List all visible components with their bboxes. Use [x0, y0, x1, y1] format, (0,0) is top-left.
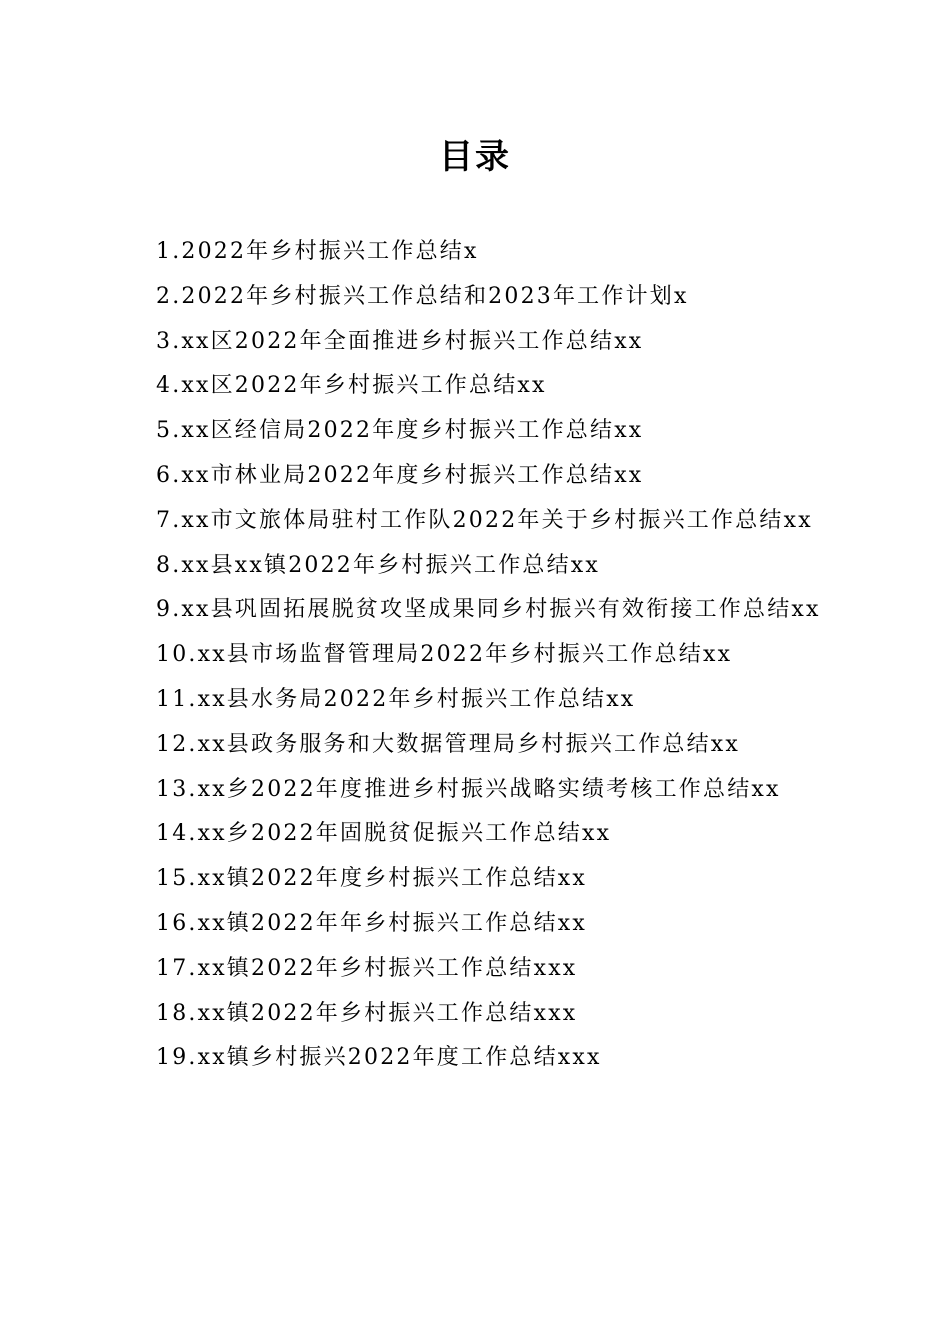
table-of-contents	[118, 230, 830, 1081]
toc-item-15[interactable]: 15.xx镇2022年度乡村振兴工作总结xx	[156, 866, 588, 892]
toc-item-18[interactable]: 18.xx镇2022年乡村振兴工作总结xxx	[156, 1000, 578, 1026]
toc-item-16[interactable]: 16.xx镇2022年年乡村振兴工作总结xx	[156, 910, 588, 936]
toc-item-9[interactable]: 9.xx县巩固拓展脱贫攻坚成果同乡村振兴有效衔接工作总结xx	[156, 597, 821, 623]
toc-item-3[interactable]: 3.xx区2022年全面推进乡村振兴工作总结xx	[156, 328, 644, 354]
toc-item-14[interactable]: 14.xx乡2022年固脱贫促振兴工作总结xx	[156, 821, 612, 847]
toc-item-8[interactable]: 8.xx县xx镇2022年乡村振兴工作总结xx	[156, 552, 601, 578]
toc-item-10[interactable]: 10.xx县市场监督管理局2022年乡村振兴工作总结xx	[156, 642, 733, 668]
toc-item-4[interactable]: 4.xx区2022年乡村振兴工作总结xx	[156, 373, 547, 399]
toc-item-7[interactable]: 7.xx市文旅体局驻村工作队2022年关于乡村振兴工作总结xx	[156, 507, 813, 533]
toc-item-11[interactable]: 11.xx县水务局2022年乡村振兴工作总结xx	[156, 686, 636, 712]
toc-item-19[interactable]: 19.xx镇乡村振兴2022年度工作总结xxx	[156, 1045, 602, 1071]
page-title: 目录	[439, 137, 511, 177]
toc-item-1[interactable]: 1.2022年乡村振兴工作总结x	[156, 239, 479, 264]
toc-item-13[interactable]: 13.xx乡2022年度推进乡村振兴战略实绩考核工作总结xx	[156, 776, 781, 802]
toc-item-2[interactable]: 2.2022年乡村振兴工作总结和2023年工作计划x	[156, 283, 689, 309]
toc-item-5[interactable]: 5.xx区经信局2022年度乡村振兴工作总结xx	[156, 418, 644, 444]
toc-item-6[interactable]: 6.xx市林业局2022年度乡村振兴工作总结xx	[156, 462, 644, 488]
toc-item-17[interactable]: 17.xx镇2022年乡村振兴工作总结xxx	[156, 955, 578, 981]
toc-item-12[interactable]: 12.xx县政务服务和大数据管理局乡村振兴工作总结xx	[156, 731, 741, 757]
